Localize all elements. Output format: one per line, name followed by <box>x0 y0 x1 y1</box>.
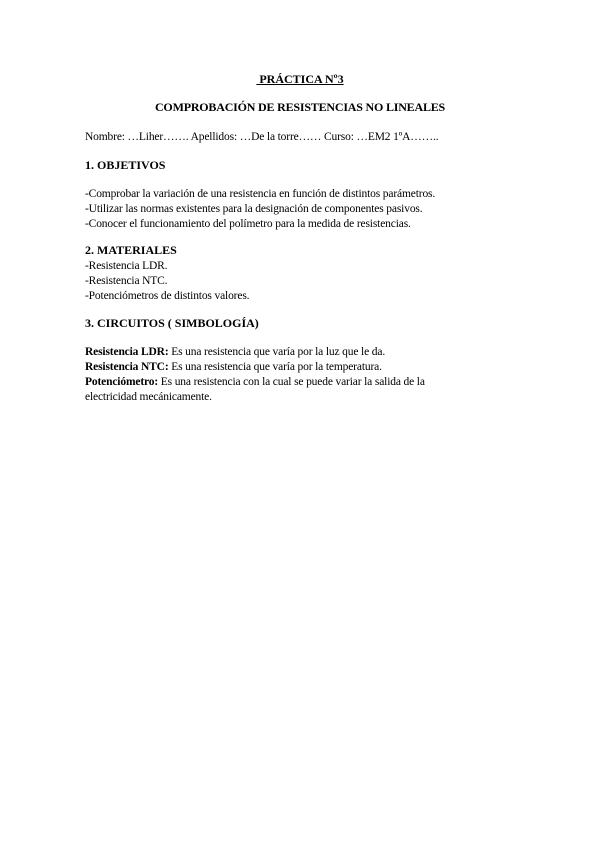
circuito-term: Resistencia LDR: <box>85 346 169 358</box>
section-heading-circuitos: 3. CIRCUITOS ( SIMBOLOGÍA) <box>85 316 259 330</box>
material-item: -Resistencia LDR. <box>85 260 168 272</box>
circuito-term: Resistencia NTC: <box>85 361 169 373</box>
section-heading-objetivos: 1. OBJETIVOS <box>85 158 166 172</box>
circuito-term: Potenciómetro: <box>85 376 159 388</box>
page-title: PRÁCTICA Nº3 <box>256 72 344 86</box>
student-info-line: Nombre: …Liher……. Apellidos: …De la torre…… Curso: …EM2 1ºA…….. <box>85 131 439 143</box>
circuito-description: Es una resistencia con la cual se puede variar la salida de la <box>158 376 425 388</box>
page-subtitle: COMPROBACIÓN DE RESISTENCIAS NO LINEALES <box>154 100 446 114</box>
objetivo-item: -Conocer el funcionamiento del polímetro para la medida de resistencias. <box>85 218 411 230</box>
objetivo-item: -Utilizar las normas existentes para la designación de componentes pasivos. <box>85 203 423 215</box>
circuito-entry-ntc <box>85 360 382 374</box>
circuito-entry-potenciometro <box>85 375 425 389</box>
material-item: -Potenciómetros de distintos valores. <box>85 290 250 302</box>
section-heading-materiales: 2. MATERIALES <box>85 243 177 257</box>
objetivo-item: -Comprobar la variación de una resistencia en función de distintos parámetros. <box>85 188 436 200</box>
circuito-description: Es una resistencia que varía por la luz que le da. <box>168 346 386 358</box>
circuito-description-continuation: electricidad mecánicamente. <box>85 391 212 403</box>
circuito-entry-ldr <box>85 345 385 359</box>
circuito-description: Es una resistencia que varía por la temperatura. <box>168 361 382 373</box>
material-item: -Resistencia NTC. <box>85 275 168 287</box>
